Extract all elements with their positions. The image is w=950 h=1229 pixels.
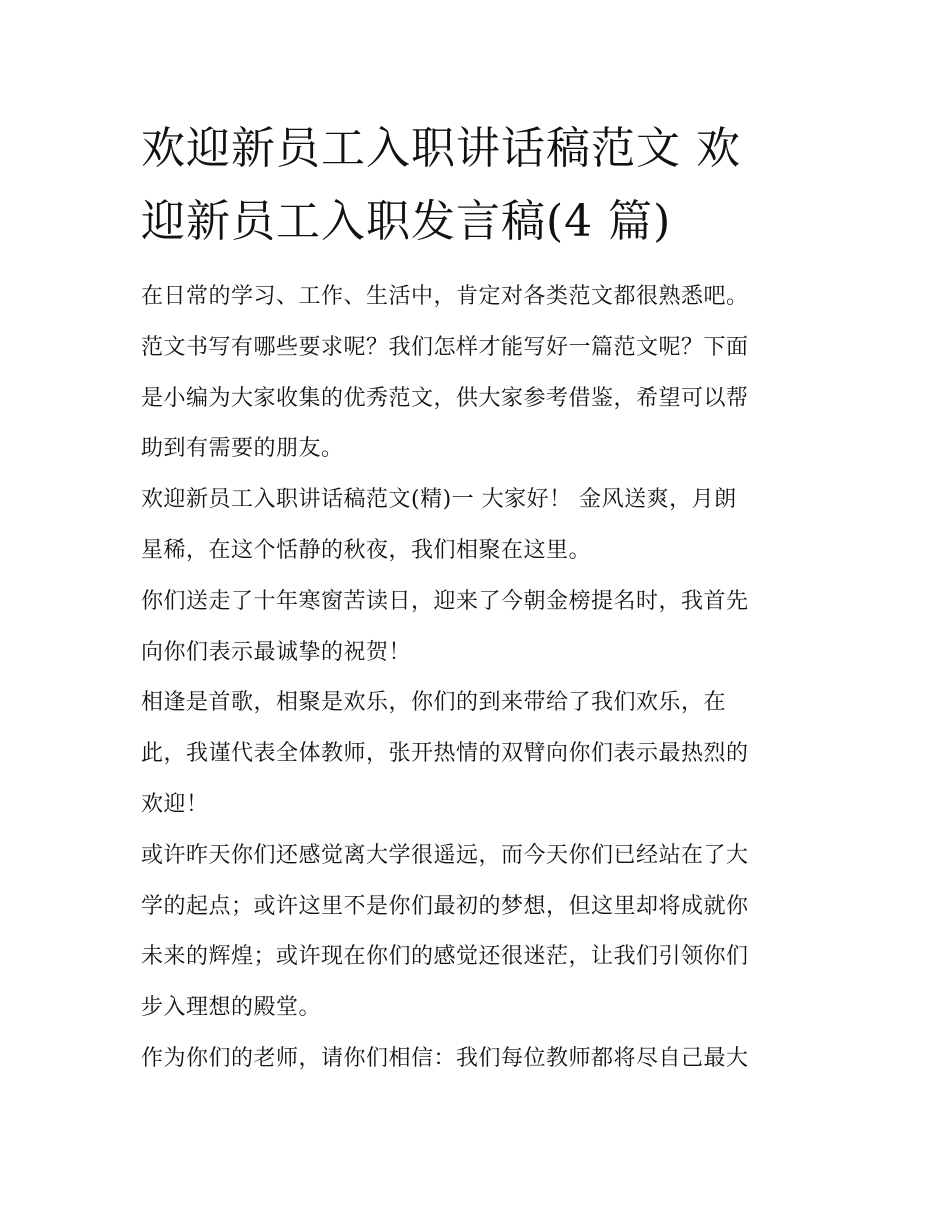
text-line: 你们送走了十年寒窗苦读日，迎来了今朝金榜提名时，我首先 bbox=[141, 588, 749, 614]
text-line: 学的起点；或许这里不是你们最初的梦想，但这里却将成就你 bbox=[141, 893, 749, 919]
title-line: 迎新员工入职发言稿(4 篇) bbox=[141, 196, 672, 247]
text-line: 相逢是首歌，相聚是欢乐，你们的到来带给了我们欢乐，在 bbox=[141, 690, 727, 716]
text-line: 步入理想的殿堂。 bbox=[141, 995, 322, 1021]
text-line: 范文书写有哪些要求呢？我们怎样才能写好一篇范文呢？下面 bbox=[141, 334, 749, 360]
text-line: 向你们表示最诚挚的祝贺！ bbox=[141, 639, 412, 665]
paragraph-welcome bbox=[141, 678, 821, 830]
paragraph-starting-point bbox=[141, 831, 821, 1034]
text-line: 未来的辉煌；或许现在你们的感觉还很迷茫，让我们引领你们 bbox=[141, 944, 749, 970]
text-line: 或许昨天你们还感觉离大学很遥远，而今天你们已经站在了大 bbox=[141, 842, 749, 868]
text-line: 是小编为大家收集的优秀范文，供大家参考借鉴，希望可以帮 bbox=[141, 385, 749, 411]
text-line: 助到有需要的朋友。 bbox=[141, 436, 344, 462]
text-line: 欢迎新员工入职讲话稿范文(精)一 大家好！ 金风送爽，月朗 bbox=[141, 487, 737, 513]
text-line: 欢迎！ bbox=[141, 791, 209, 817]
text-line: 星稀，在这个恬静的秋夜，我们相聚在这里。 bbox=[141, 537, 592, 563]
text-line: 在日常的学习、工作、生活中，肯定对各类范文都很熟悉吧。 bbox=[141, 284, 749, 309]
title-line: 欢迎新员工入职讲话稿范文 欢 bbox=[141, 123, 741, 174]
text-line: 作为你们的老师，请你们相信：我们每位教师都将尽自己最大 bbox=[141, 1045, 749, 1071]
paragraph-intro bbox=[141, 272, 821, 475]
text-line: 此，我谨代表全体教师，张开热情的双臂向你们表示最热烈的 bbox=[141, 741, 749, 767]
paragraph-greeting bbox=[141, 475, 821, 577]
document-page bbox=[141, 112, 821, 1085]
document-body bbox=[141, 272, 821, 1085]
document-title bbox=[141, 112, 821, 258]
paragraph-teachers bbox=[141, 1034, 821, 1085]
paragraph-congratulations bbox=[141, 577, 821, 679]
